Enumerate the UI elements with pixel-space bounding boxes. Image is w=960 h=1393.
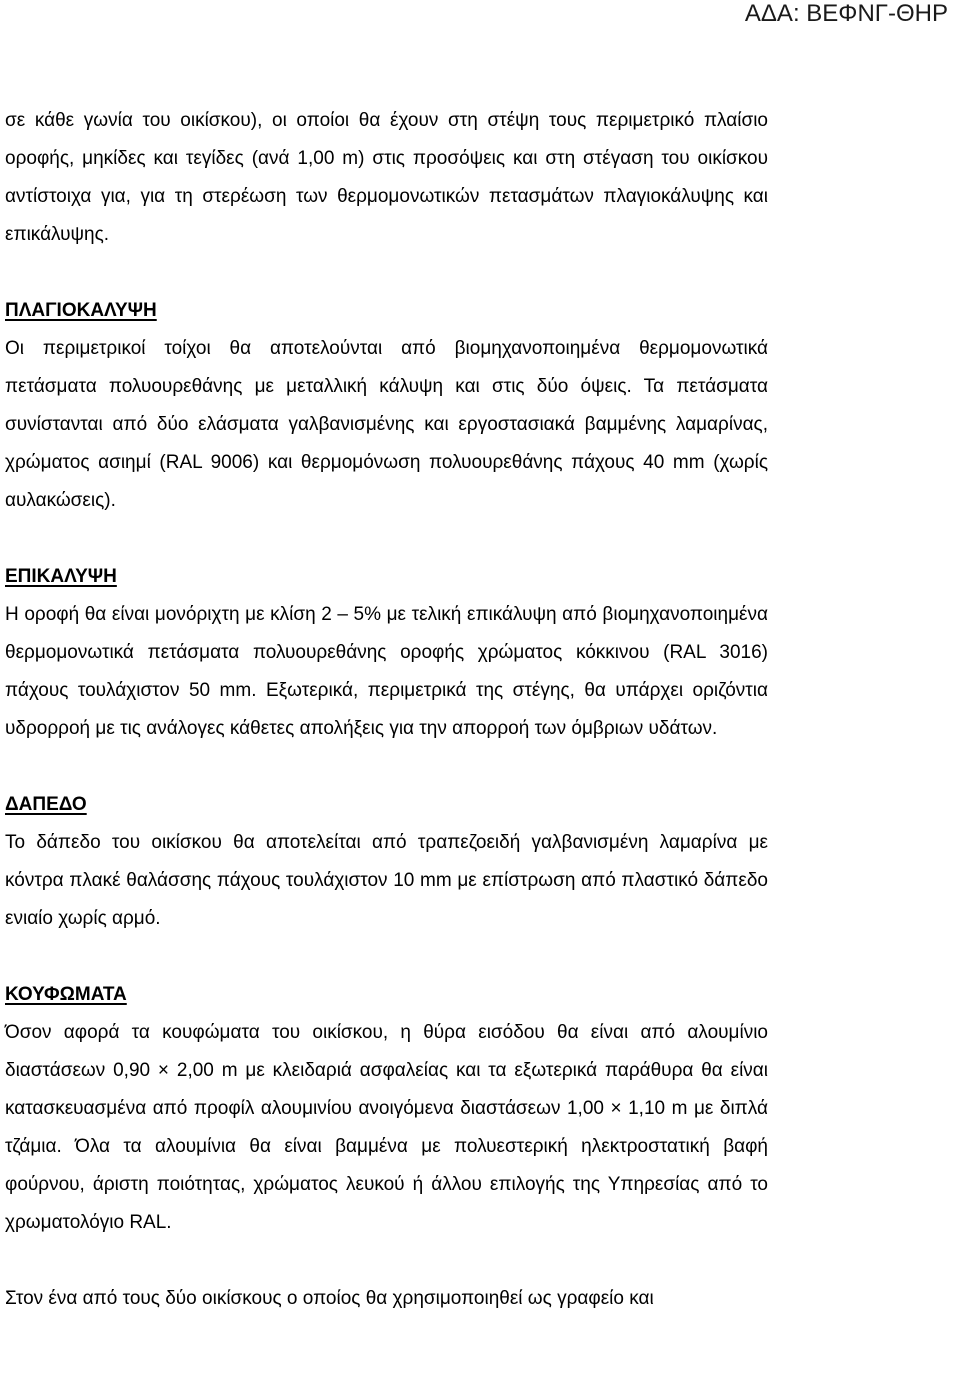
paragraph-spacer [5,748,768,786]
paragraph-spacer [5,254,768,292]
frames-paragraph: Όσον αφορά τα κουφώματα του οικίσκου, η θύρα εισόδου θα είναι από αλουμίνιο διαστάσεων 0,90 × 2,00 m με κλειδαριά ασφαλείας και τα εξωτερικά παράθυρα θα είναι κατασκευασμένα από προφίλ αλουμινίου ανοιγόμενα διαστάσεων 1,00 × 1,10 m με διπλά τζάμια. Όλα τα αλουμίνια θα είναι βαμμένα με πολυεστερική ηλεκτροστατική βαφή φούρνου, άριστη ποιότητας, χρώματος λευκού ή άλλου επιλογής της Υπηρεσίας από το χρωματολόγιο RAL. [5,1022,768,1233]
section-heading-cladding: ΠΛΑΓΙΟΚΑΛΥΨΗ [5,300,157,321]
closing-paragraph: Στον ένα από τους δύο οικίσκους ο οποίος θα χρησιμοποιηθεί ως γραφείο και [5,1288,654,1309]
cladding-paragraph: Οι περιμετρικοί τοίχοι θα αποτελούνται από βιομηχανοποιημένα θερμομονωτικά πετάσματα πολυουρεθάνης με μεταλλική κάλυψη και στις δύο όψεις. Τα πετάσματα συνίστανται από δύο ελάσματα γαλβανισμένης και εργοστασιακά βαμμένης λαμαρίνας, χρώματος ασιημί (RAL 9006) και θερμομόνωση πολυουρεθάνης πάχους 40 mm (χωρίς αυλακώσεις). [5,338,768,511]
section-heading-roofing: ΕΠΙΚΑΛΥΨΗ [5,566,117,587]
paragraph-spacer [5,938,768,976]
section-heading-floor: ΔΑΠΕΔΟ [5,794,87,815]
roofing-paragraph: Η οροφή θα είναι μονόριχτη με κλίση 2 – 5% με τελική επικάλυψη από βιομηχανοποιημένα θερμομονωτικά πετάσματα πολυουρεθάνης οροφής χρώματος κόκκινου (RAL 3016) πάχους τουλάχιστον 50 mm. Εξωτερικά, περιμετρικά της στέγης, θα υπάρχει οριζόντια υδρορροή με τις ανάλογες κάθετες απολήξεις για την απορροή των όμβριων υδάτων. [5,604,768,739]
paragraph-spacer [5,1242,768,1280]
floor-paragraph: Το δάπεδο του οικίσκου θα αποτελείται από τραπεζοειδή γαλβανισμένη λαμαρίνα με κόντρα πλακέ θαλάσσης πάχους τουλάχιστον 10 mm με επίστρωση από πλαστικό δάπεδο ενιαίο χωρίς αρμό. [5,832,768,929]
paragraph-spacer [5,520,768,558]
intro-paragraph: σε κάθε γωνία του οικίσκου), οι οποίοι θα έχουν στη στέψη τους περιμετρικό πλαίσιο οροφής, μηκίδες και τεγίδες (ανά 1,00 m) στις προσόψεις και στη στέγαση του οικίσκου αντίστοιχα για, για τη στερέωση των θερμομονωτικών πετασμάτων πλαγιοκάλυψης και επικάλυψης. [5,110,768,245]
document-body [5,102,768,1318]
section-heading-frames: ΚΟΥΦΩΜΑΤΑ [5,984,127,1005]
document-code: ΑΔΑ: ΒΕΦΝΓ-ΘΗΡ [744,0,948,27]
